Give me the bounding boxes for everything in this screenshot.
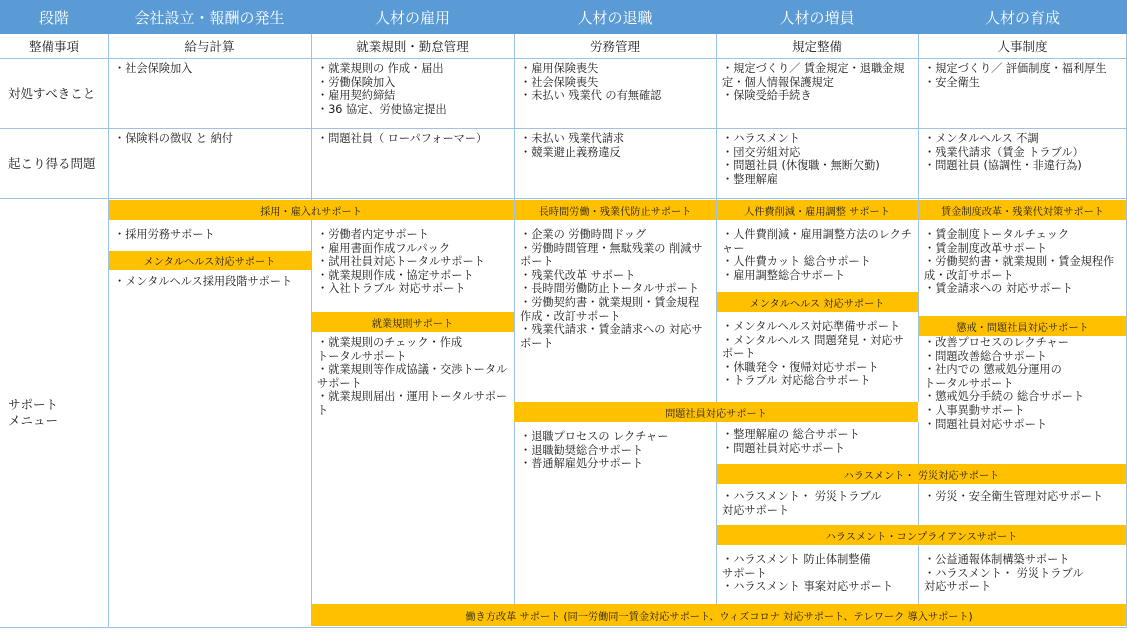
row-label-issues: 起こり得る問題 (8, 156, 96, 171)
support-c1-mental-items: ・メンタルヘルス採用段階サポート (114, 275, 293, 288)
issues-headcount-increase: ・ハラスメント ・団交労組対応 ・問題社員 (休復職・無断欠勤) ・整理解雇 (722, 132, 880, 186)
grid-line (108, 34, 109, 628)
grid-line (514, 422, 515, 604)
grid-line (716, 422, 717, 604)
support-c2-rules-items: ・就業規則のチェック・作成 トータルサポート ・就業規則等作成協議・交渉トータルサポート ・就業規則届出・運用トータルサポート (317, 336, 508, 417)
header-headcount-increase: 人材の増員 (716, 0, 918, 34)
grid-line (918, 422, 919, 464)
support-c2-recruit-items: ・労働者内定サポート ・雇用書面作成フルパック ・試用社員対応トータルサポート ・就業規則作成・協定サポート ・入社トラブル 対応サポート (317, 228, 485, 296)
bar-cost-reduction-support: 人件費削減・雇用調整 サポート (716, 200, 918, 220)
maintenance-labor-management: 労務管理 (589, 39, 640, 54)
todo-company-setup: ・社会保険加入 (114, 62, 193, 75)
support-c1-recruit-items: ・採用労務サポート (114, 228, 215, 241)
header-stage: 段階 (0, 0, 108, 34)
support-c3-problem-items: ・退職プロセスの レクチャー ・退職勧奨総合サポート ・普通解雇処分サポート (520, 430, 669, 471)
bar-problem-employee-support: 問題社員対応サポート (514, 402, 918, 422)
bar-workstyle-reform-support: 働き方改革 サポート (同一労働同一賃金対応サポート、ウィズコロナ 対応サポート、テレワーク 導入サポート) (311, 604, 1127, 626)
support-c5-compliance-items: ・公益通報体制構築サポート ・ハラスメント・ 労災トラブル 対応サポート (924, 553, 1084, 594)
support-c3-longhours-items: ・企業の 労働時間ドッグ ・労働時間管理・無駄残業の 削減サポート ・残業代改革 サポート ・長時間労働防止トータルサポート ・労働契約書・就業規則・賃金規程作成・改訂サポート ・残業代請求・賃金請求への 対応サポート (520, 228, 703, 350)
support-c4-problem-items: ・整理解雇の 総合サポート ・問題社員対応サポート (722, 428, 860, 455)
bar-discipline-support: 懲戒・問題社員対応サポート (918, 316, 1127, 336)
bar-harassment-accident-support: ハラスメント・ 労災対応サポート (716, 464, 1127, 484)
issues-resignation: ・未払い 残業代請求 ・競業避止義務違反 (520, 132, 625, 159)
issues-training: ・メンタルヘルス 不調 ・残業代請求（賃金 トラブル） ・問題社員 (協調性・非違行為) (924, 132, 1084, 173)
header-training: 人材の育成 (918, 0, 1127, 34)
bar-recruit-support: 採用・雇入れサポート (108, 200, 514, 220)
support-c4-compliance-items: ・ハラスメント 防止体制整備 サポート ・ハラスメント 事案対応サポート (722, 553, 894, 594)
grid-line (311, 34, 312, 200)
bar-long-hours-support: 長時間労働・残業代防止サポート (514, 200, 716, 220)
header-company-setup: 会社設立・報酬の発生 (108, 0, 311, 34)
row-label-support-menu: サポート メニュー (8, 397, 59, 428)
bar-mental-health-c1: メンタルヘルス対応サポート (108, 251, 311, 270)
grid-line (918, 484, 919, 525)
maintenance-payroll: 給与計算 (184, 39, 235, 54)
grid-line (0, 58, 1127, 59)
grid-line (311, 220, 312, 604)
row-label-todo: 対処すべきこと (8, 86, 96, 101)
todo-hiring: ・就業規則の 作成・届出 ・労働保険加入 ・雇用契約締結 ・36 協定、労使協定提出 (317, 62, 447, 116)
header-hiring: 人材の雇用 (311, 0, 514, 34)
issues-hiring: ・問題社員（ ローパフォーマー） (317, 132, 488, 145)
grid-line (0, 627, 1127, 628)
support-c4-cost-items: ・人件費削減・雇用調整方法のレクチャー ・人件費カット 総合サポート ・雇用調整総合サポート (722, 228, 912, 282)
grid-line (918, 545, 919, 604)
todo-training: ・規定づくり／ 評価制度・福利厚生 ・安全衛生 (924, 62, 1107, 89)
maintenance-regulations: 規定整備 (791, 39, 842, 54)
grid-line (0, 198, 1127, 199)
issues-company-setup: ・保険料の徴収 と 納付 (114, 132, 233, 145)
row-label-maintenance: 整備事項 (28, 39, 79, 54)
grid-line (716, 34, 717, 402)
grid-line (514, 34, 515, 402)
todo-headcount-increase: ・規定づくり／ 賃金規定・退職金規定・個人情報保護規定 ・保険受給手続き (722, 62, 905, 103)
support-c5-discipline-items: ・改善プロセスのレクチャー ・問題改善総合サポート ・社内での 懲戒処分運用の トータルサポート ・懲戒処分手続の 総合サポート ・人事異動サポート ・問題社員対応サポート (924, 336, 1085, 431)
support-c5-wage-items: ・賃金制度トータルチェック ・賃金制度改革サポート ・労働契約書・就業規則・賃金規程作成・改訂サポート ・賃金請求への 対応サポート (924, 228, 1115, 296)
bar-mental-health-c4: メンタルヘルス 対応サポート (716, 292, 918, 312)
grid-line (918, 34, 919, 402)
maintenance-work-rules: 就業規則・勤怠管理 (356, 39, 469, 54)
bar-wage-reform-support: 賃金制度改革・残業代対策サポート (918, 200, 1127, 220)
support-c4-mental-items: ・メンタルヘルス対応準備サポート ・メンタルヘルス 問題発見・対応サポート ・休職発令・復帰対応サポート ・トラブル 対応総合サポート (722, 320, 904, 388)
support-c5-accident-items: ・労災・安全衛生管理対応サポート (924, 490, 1104, 503)
header-resignation: 人材の退職 (514, 0, 716, 34)
maintenance-hr-system: 人事制度 (997, 39, 1048, 54)
support-c4-harassment-items: ・ハラスメント・ 労災トラブル 対応サポート (722, 490, 882, 517)
todo-resignation: ・雇用保険喪失 ・社会保険喪失 ・未払い 残業代 の有無確認 (520, 62, 662, 103)
bar-harassment-compliance-support: ハラスメント・コンプライアンスサポート (716, 525, 1127, 545)
bar-work-rules-support: 就業規則サポート (311, 312, 514, 332)
grid-line (0, 128, 1127, 129)
